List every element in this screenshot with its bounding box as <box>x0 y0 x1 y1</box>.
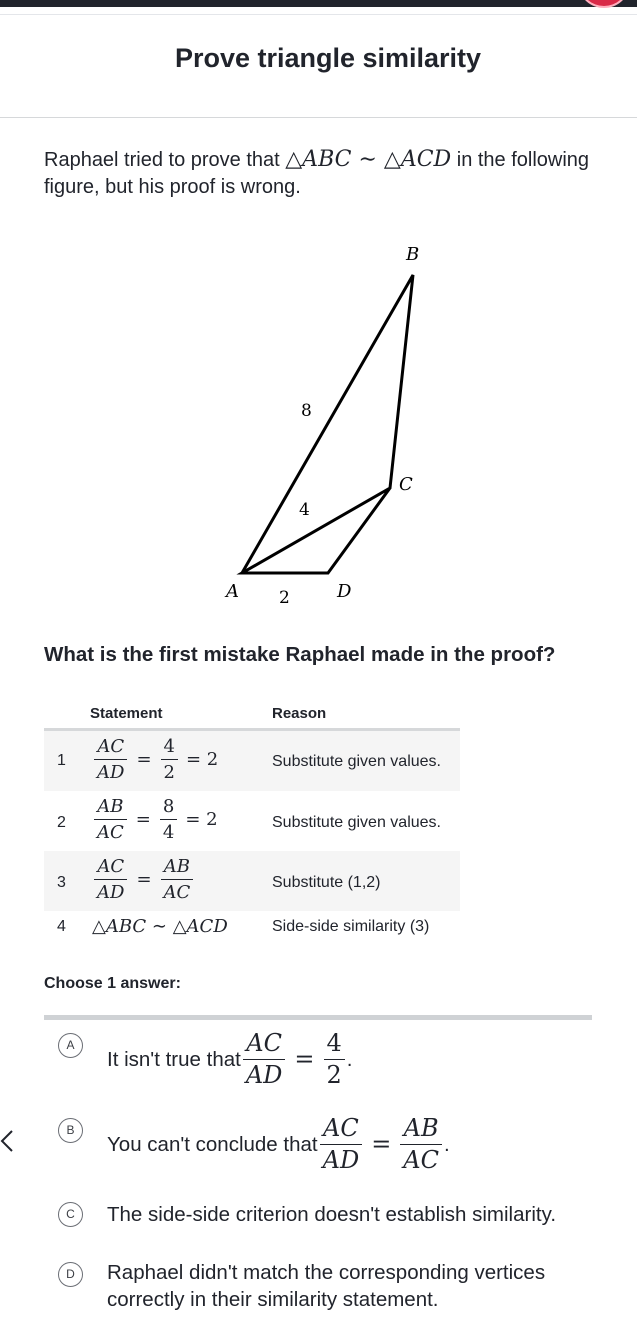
header-reason: Reason <box>272 705 327 722</box>
proof-row-2 <box>44 791 460 851</box>
row-statement <box>92 736 218 783</box>
vertex-label-c: C <box>399 474 413 495</box>
row-statement <box>92 856 195 903</box>
choice-a-prefix: It isn't true that <box>107 1048 241 1071</box>
equals-sign: = <box>135 809 151 830</box>
frac-denominator: AC <box>400 1144 442 1174</box>
frac-numerator: 4 <box>163 736 175 757</box>
frac-denominator: AD <box>320 1144 363 1174</box>
frac-denominator: AD <box>243 1059 286 1089</box>
frac-denominator: AD <box>94 879 127 903</box>
choice-a-suffix: . <box>346 1048 353 1071</box>
choices-divider <box>44 1015 592 1020</box>
choice-c[interactable] <box>58 1201 618 1231</box>
row-statement: △ABC ∼ △ACD <box>92 916 228 937</box>
equals-sign: = <box>371 1130 392 1158</box>
frac-denominator: 4 <box>160 819 177 843</box>
choice-b[interactable] <box>58 1115 618 1185</box>
choice-a[interactable] <box>58 1030 618 1100</box>
choose-prompt: Choose 1 answer: <box>44 975 181 992</box>
frac-numerator: AB <box>403 1114 439 1142</box>
intro-text-1: Raphael tried to prove that <box>44 149 286 171</box>
header-statement: Statement <box>90 705 163 722</box>
chevron-left-icon[interactable] <box>0 1128 18 1154</box>
length-label-ac: 4 <box>299 500 310 520</box>
choice-a-text <box>107 1030 352 1089</box>
vertex-label-d: D <box>337 581 352 602</box>
header-border <box>0 14 637 15</box>
frac-numerator: AC <box>246 1029 282 1057</box>
intro-text-2: in the following figure, but his proof is wrong. <box>44 149 590 198</box>
title-divider <box>0 117 637 118</box>
frac-numerator: 4 <box>326 1029 342 1057</box>
top-bar <box>0 0 637 7</box>
page-title: Prove triangle similarity <box>174 43 482 73</box>
row-number: 2 <box>57 814 66 831</box>
frac-denominator: AC <box>94 819 127 843</box>
vertex-label-b: B <box>406 244 420 265</box>
fraction-ac-ad <box>94 856 127 903</box>
frac-numerator: AC <box>97 736 125 757</box>
frac-numerator: AB <box>163 856 191 877</box>
equals-sign: = <box>136 749 152 770</box>
frac-numerator: 8 <box>162 796 175 817</box>
problem-intro <box>44 146 604 201</box>
choice-c-text: The side-side criterion doesn't establish similarity. <box>107 1203 557 1226</box>
fraction-ab-ac <box>400 1115 442 1174</box>
frac-numerator: AC <box>323 1114 359 1142</box>
frac-denominator: 2 <box>324 1059 345 1089</box>
frac-numerator: AC <box>97 856 125 877</box>
proof-row-3 <box>44 851 460 911</box>
choice-b-suffix: . <box>444 1133 450 1156</box>
row-number: 3 <box>57 874 66 891</box>
fraction-ab-ac <box>94 796 127 843</box>
choice-b-prefix: You can't conclude that <box>107 1133 318 1156</box>
row-reason: Side-side similarity (3) <box>272 918 430 935</box>
frac-denominator: AC <box>161 879 194 903</box>
row-reason: Substitute (1,2) <box>272 874 381 891</box>
frac-denominator: AD <box>94 759 127 783</box>
length-label-ad: 2 <box>279 588 290 608</box>
row-statement <box>92 796 218 843</box>
fraction-ac-ad <box>94 736 127 783</box>
choice-b-text <box>107 1115 450 1174</box>
row-result: = 2 <box>185 749 219 770</box>
proof-row-1 <box>44 731 460 791</box>
row-number: 4 <box>57 918 66 935</box>
similarity-claim: △ABC ∼ △ACD <box>285 147 452 172</box>
fraction-8-4 <box>160 796 177 843</box>
fraction-ac-ad <box>243 1030 286 1089</box>
vertex-label-a: A <box>226 581 239 602</box>
frac-numerator: AB <box>97 796 124 817</box>
row-result: = 2 <box>185 809 218 830</box>
choice-letter-d[interactable]: D <box>58 1262 83 1287</box>
fraction-4-2 <box>324 1030 345 1089</box>
fraction-ab-ac <box>161 856 194 903</box>
choice-letter-c[interactable]: C <box>58 1202 83 1227</box>
row-reason: Substitute given values. <box>272 814 441 831</box>
choice-letter-b[interactable]: B <box>58 1118 83 1143</box>
triangle-figure <box>200 230 440 610</box>
proof-row-4 <box>44 911 460 941</box>
fraction-ac-ad <box>320 1115 363 1174</box>
length-label-ab: 8 <box>301 401 312 421</box>
question-text: What is the first mistake Raphael made in the proof? <box>44 643 556 666</box>
choice-d[interactable] <box>58 1259 618 1315</box>
equals-sign: = <box>136 869 152 890</box>
figure-edges <box>242 275 413 573</box>
frac-denominator: 2 <box>161 759 178 783</box>
row-reason: Substitute given values. <box>272 753 441 770</box>
fraction-4-2 <box>161 736 178 783</box>
choice-letter-a[interactable]: A <box>58 1033 83 1058</box>
choice-d-text: Raphael didn't match the corresponding vertices correctly in their similarity statement. <box>107 1261 546 1311</box>
row-number: 1 <box>57 752 66 769</box>
equals-sign: = <box>294 1045 315 1073</box>
